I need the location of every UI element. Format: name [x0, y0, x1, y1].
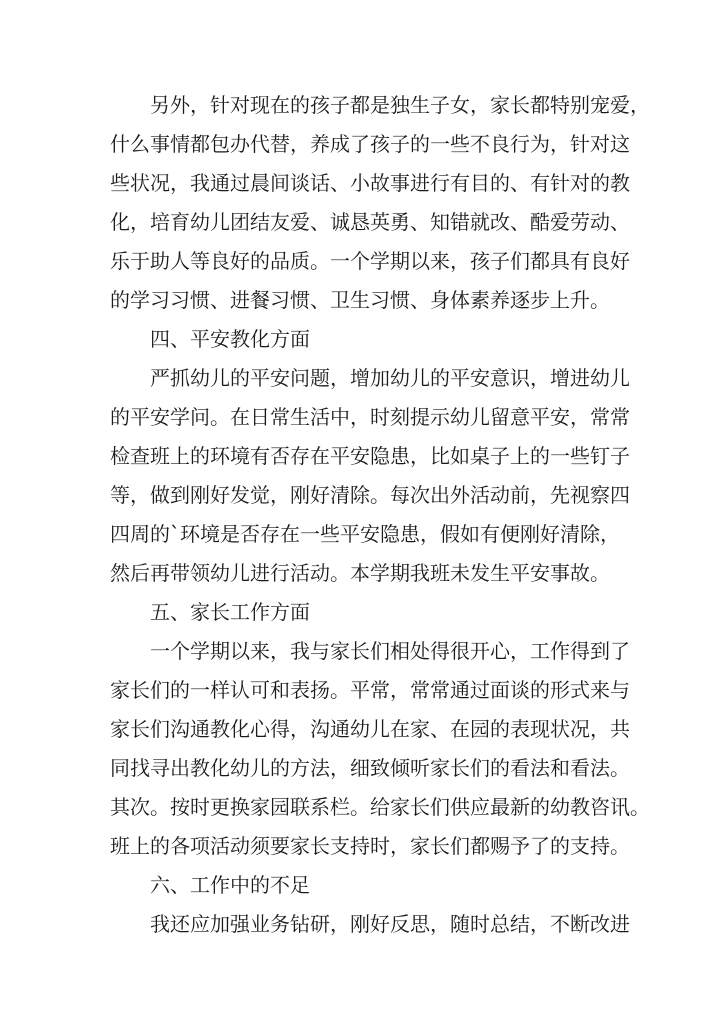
document-page [110, 86, 650, 944]
text-line: 家长们沟通教化心得，沟通幼儿在家、在园的表现状况，共 [110, 717, 630, 741]
text-line: 另外，针对现在的孩子都是独生子女，家长都特别宠爱， [150, 93, 650, 117]
text-line: 家长们的一样认可和表扬。平常，常常通过面谈的形式来与 [110, 678, 630, 702]
document-body [110, 86, 650, 944]
text-line: 六、工作中的不足 [150, 873, 310, 897]
text-line: 同找寻出教化幼儿的方法，细致倾听家长们的看法和看法。 [110, 756, 630, 780]
text-line: 我还应加强业务钻研，刚好反思，随时总结，不断改进 [150, 912, 630, 936]
text-line: 一个学期以来，我与家长们相处得很开心，工作得到了 [150, 639, 630, 663]
text-line: 检查班上的环境有否存在平安隐患，比如桌子上的一些钉子 [110, 444, 630, 468]
text-line: 的学习习惯、进餐习惯、卫生习惯、身体素养逐步上升。 [110, 288, 610, 312]
text-line: 等，做到刚好发觉，刚好清除。每次出外活动前，先视察四 [110, 483, 630, 507]
text-line: 些状况，我通过晨间谈话、小故事进行有目的、有针对的教 [110, 171, 630, 195]
text-line: 班上的各项活动须要家长支持时，家长们都赐予了的支持。 [110, 834, 630, 858]
text-line: 的平安学问。在日常生活中，时刻提示幼儿留意平安，常常 [110, 405, 630, 429]
text-line: 化，培育幼儿团结友爱、诚恳英勇、知错就改、酷爱劳动、 [110, 210, 630, 234]
text-line: 严抓幼儿的平安问题，增加幼儿的平安意识，增进幼儿 [150, 366, 630, 390]
text-line: 四、平安教化方面 [150, 327, 310, 351]
text-line: 然后再带领幼儿进行活动。本学期我班未发生平安事故。 [110, 561, 610, 585]
text-line: 什么事情都包办代替，养成了孩子的一些不良行为，针对这 [110, 132, 630, 156]
text-line: 其次。按时更换家园联系栏。给家长们供应最新的幼教咨讯。 [110, 795, 650, 819]
text-line: 四周的`环境是否存在一些平安隐患，假如有便刚好清除， [110, 522, 620, 546]
text-line: 乐于助人等良好的品质。一个学期以来，孩子们都具有良好 [110, 249, 630, 273]
text-line: 五、家长工作方面 [150, 600, 310, 624]
